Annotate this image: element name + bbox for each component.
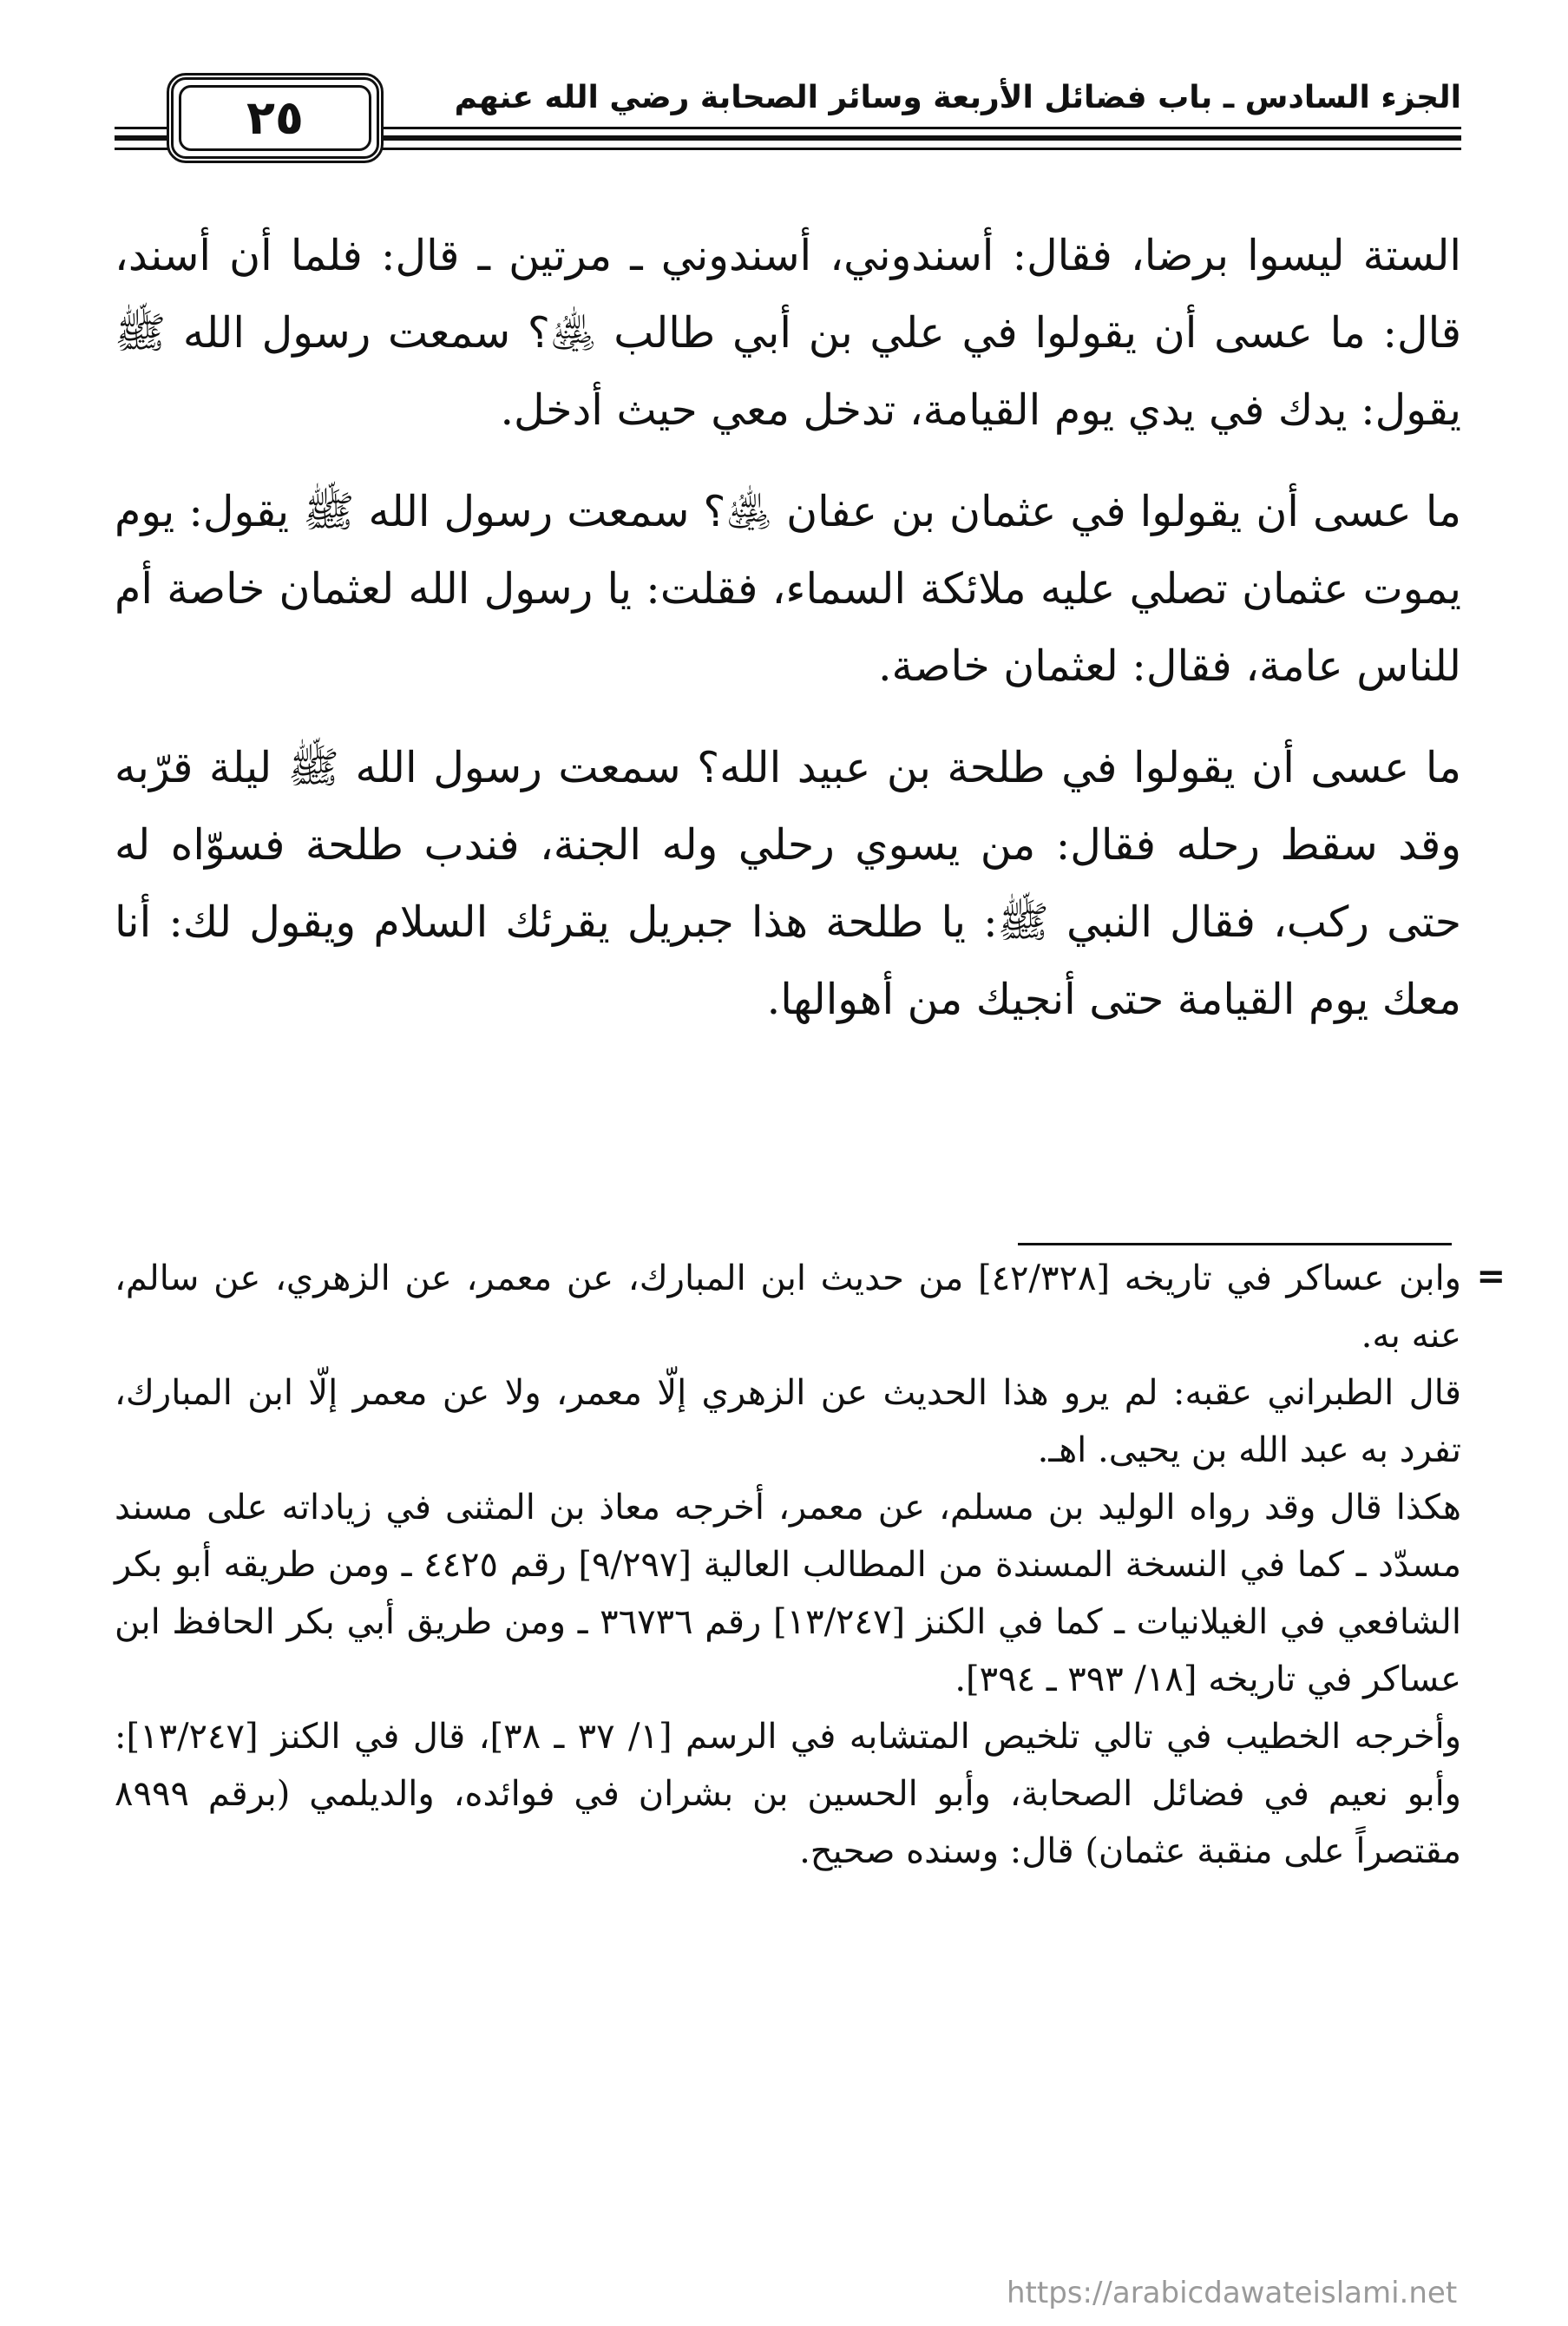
page-header	[115, 73, 1461, 168]
footnote-separator	[1018, 1243, 1452, 1245]
page-number-frame	[167, 73, 384, 163]
footnote-paragraph: هكذا قال وقد رواه الوليد بن مسلم، عن معمر، أخرجه معاذ بن المثنى في زياداته على مسند مسدّد ـ كما في النسخة المسندة من المطالب العالية [٩/٢٩٧] رقم ٤٤٢٥ ـ ومن طريقه أبو بكر الشافعي في الغيلانيات ـ كما في الكنز [١٣/٢٤٧] رقم ٣٦٧٣٦ ـ ومن طريق أبي بكر الحافظ ابن عساكر في تاريخه [١٨/ ٣٩٣ ـ ٣٩٤].	[115, 1488, 1462, 1699]
watermark-url: https://arabicdawateislami.net	[1007, 2276, 1458, 2310]
footnote-paragraph: وأخرجه الخطيب في تالي تلخيص المتشابه في الرسم [١/ ٣٧ ـ ٣٨]، قال في الكنز [١٣/٢٤٧]: وأبو نعيم في فضائل الصحابة، وأبو الحسين بن بشران في فوائده، والديلمي (برقم ٨٩٩٩ مقتصراً على منقبة عثمان) قال: وسنده صحيح.	[115, 1717, 1462, 1871]
main-paragraph: الستة ليسوا برضا، فقال: أسندوني، أسندوني ـ مرتين ـ قال: فلما أن أسند، قال: ما عسى أن يقولوا في علي بن أبي طالب ﵁؟ سمعت رسول الله ﷺ يقول: يدك في يدي يوم القيامة، تدخل معي حيث أدخل.	[115, 231, 1461, 435]
footnote-paragraph: قال الطبراني عقبه: لم يرو هذا الحديث عن الزهري إلّا معمر، ولا عن معمر إلّا ابن المبارك، تفرد به عبد الله بن يحيى. اهـ.	[115, 1373, 1461, 1470]
footnote-paragraph: وابن عساكر في تاريخه [٤٢/٣٢٨] من حديث ابن المبارك، عن معمر، عن الزهري، عن سالم، عنه به.	[115, 1258, 1461, 1356]
page-number: ٢٥	[246, 90, 304, 145]
footnote-continuation-mark: =	[1476, 1257, 1506, 1297]
main-paragraph: ما عسى أن يقولوا في عثمان بن عفان ﵁؟ سمعت رسول الله ﷺ يقول: يوم يموت عثمان تصلي عليه ملائكة السماء، فقلت: يا رسول الله لعثمان خاصة أم للناس عامة، فقال: لعثمان خاصة.	[115, 487, 1461, 691]
running-title: الجزء السادس ـ باب فضائل الأربعة وسائر الصحابة رضي الله عنهم	[454, 80, 1461, 115]
footnotes	[115, 1250, 1461, 1880]
main-paragraph: ما عسى أن يقولوا في طلحة بن عبيد الله؟ سمعت رسول الله ﷺ ليلة قرّبه وقد سقط رحله فقال: من يسوي رحلي وله الجنة، فندب طلحة فسوّاه له حتى ركب، فقال النبي ﷺ: يا طلحة هذا جبريل يقرئك السلام ويقول لك: أنا معك يوم القيامة حتى أنجيك من أهوالها.	[115, 743, 1461, 1024]
main-text	[115, 217, 1461, 1038]
